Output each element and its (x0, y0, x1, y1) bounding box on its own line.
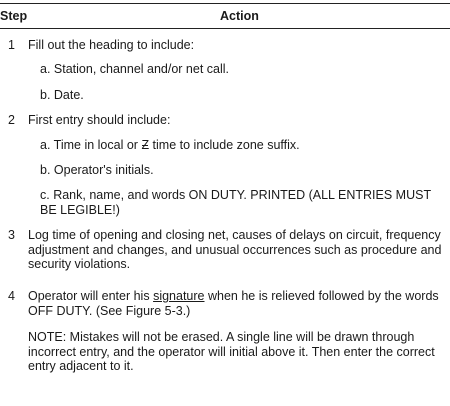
table-top-rule (0, 3, 450, 4)
note-text: NOTE: Mistakes will not be erased. A single line will be drawn through incorrect entry, and the operator will initial above it. Then enter the correct entry adjacent to it. (28, 330, 435, 374)
step-number: 3 (8, 228, 15, 242)
step-subitem: b. Date. (40, 88, 84, 102)
step-text: Log time of opening and closing net, causes of delays on circuit, frequency adjustment and changes, and unusual occurrences such as procedure and security violations. (28, 228, 442, 272)
step-subitem: a. Time in local or Z time to include zone suffix. (40, 138, 300, 152)
column-header-step: Step (0, 9, 28, 23)
step-text: Operator will enter his signature when he is relieved followed by the words OFF DUTY. (See Figure 5-3.) (28, 289, 439, 318)
column-header-action: Action (220, 9, 259, 23)
header-bottom-rule (0, 28, 450, 29)
step-number: 4 (8, 289, 15, 303)
figure-reference[interactable]: (See Figure 5-3.) (95, 303, 191, 318)
step-subitem: c. Rank, name, and words ON DUTY. PRINTED (ALL ENTRIES MUST BE LEGIBLE!) (40, 188, 431, 217)
zulu-z-glyph: Z (141, 138, 150, 152)
step-subitem: b. Operator's initials. (40, 163, 154, 177)
step-text: Fill out the heading to include: (28, 38, 195, 52)
step-text: First entry should include: (28, 113, 171, 127)
signature-term: signature (153, 289, 205, 303)
step-number: 1 (8, 38, 15, 52)
step-subitem: a. Station, channel and/or net call. (40, 62, 230, 76)
step-number: 2 (8, 113, 15, 127)
